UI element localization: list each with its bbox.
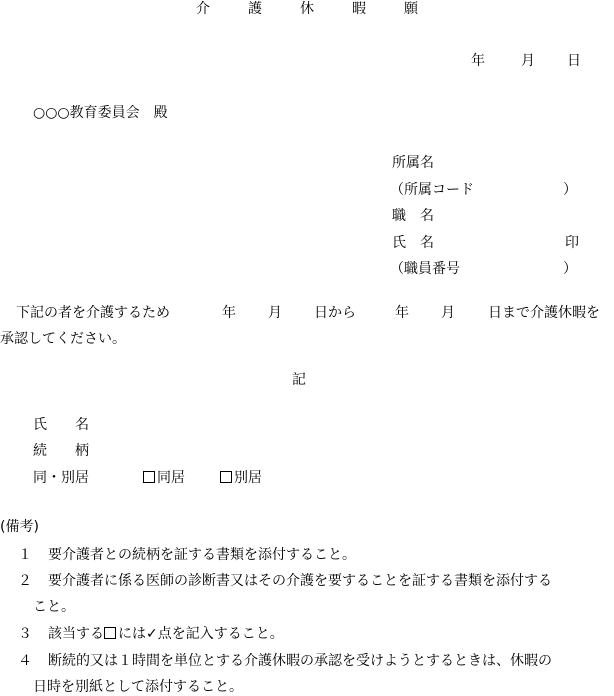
document-title [0,0,614,18]
title-char: 休 [300,1,314,17]
notes-heading: (備考) [0,519,39,535]
option-living-separately[interactable] [220,469,262,487]
note-text-3a: 該当する [48,626,104,642]
job-title-label: 職 名 [392,208,434,224]
affiliation-code-label: （所属コード [390,182,474,198]
date-month: 月 [521,53,535,69]
note-text-4: 断続的又は１時間を単位とする介護休暇の承認を受けようとするときは、休暇の [48,653,552,669]
ki-heading: 記 [292,372,306,388]
request-text-end: 承認してください。 [0,331,126,347]
checkbox-living-separately[interactable] [220,471,232,483]
note-text-4-cont: 日時を別紙として添付すること。 [33,679,243,695]
addressee: ○○○教育委員会 殿 [33,105,168,121]
relationship-label: 続 柄 [33,443,89,459]
note-number-1: １ [18,547,32,563]
note-number-2: ２ [18,573,32,589]
date-year: 年 [471,53,485,69]
note-text-2: 要介護者に係る医師の診断書又はその介護を要することを証する書類を添付する [48,573,552,589]
note-text-3b: には [118,626,146,642]
request-month-1: 月 [268,305,282,321]
applicant-name-label: 氏 名 [392,235,434,251]
option-living-separately-label: 別居 [234,470,262,486]
option-living-together[interactable] [143,469,185,487]
checkbox-living-together[interactable] [143,471,155,483]
note-text-3 [48,625,284,643]
affiliation-code-close: ） [563,182,577,198]
request-day-from: 日から [314,305,356,321]
staff-number-close: ） [563,261,577,277]
title-char: 介 [196,1,210,17]
cohabitation-label: 同・別居 [33,470,89,486]
note-number-3: ３ [18,626,32,642]
title-char: 願 [404,1,418,17]
note-text-3c: 点を記入すること。 [157,626,284,642]
request-month-2: 月 [441,305,455,321]
request-text-start: 下記の者を介護するため [16,305,170,321]
staff-number-label: （職員番号 [390,261,460,277]
note-number-4: ４ [18,653,32,669]
title-char: 暇 [352,1,366,17]
date-day: 日 [567,53,581,69]
care-recipient-name-label: 氏 名 [33,417,89,433]
check-mark-icon: ✓ [146,626,158,642]
title-char: 護 [248,1,262,17]
note-text-1: 要介護者との続柄を証する書類を添付すること。 [48,547,356,563]
request-day-until: 日まで介護休暇を [488,305,600,321]
option-living-together-label: 同居 [157,470,185,486]
request-year-1: 年 [222,305,236,321]
seal-mark: 印 [565,235,579,251]
affiliation-label: 所属名 [392,155,434,171]
request-year-2: 年 [395,305,409,321]
checkbox-sample-icon [104,627,116,639]
note-text-2-cont: こと。 [33,599,75,615]
